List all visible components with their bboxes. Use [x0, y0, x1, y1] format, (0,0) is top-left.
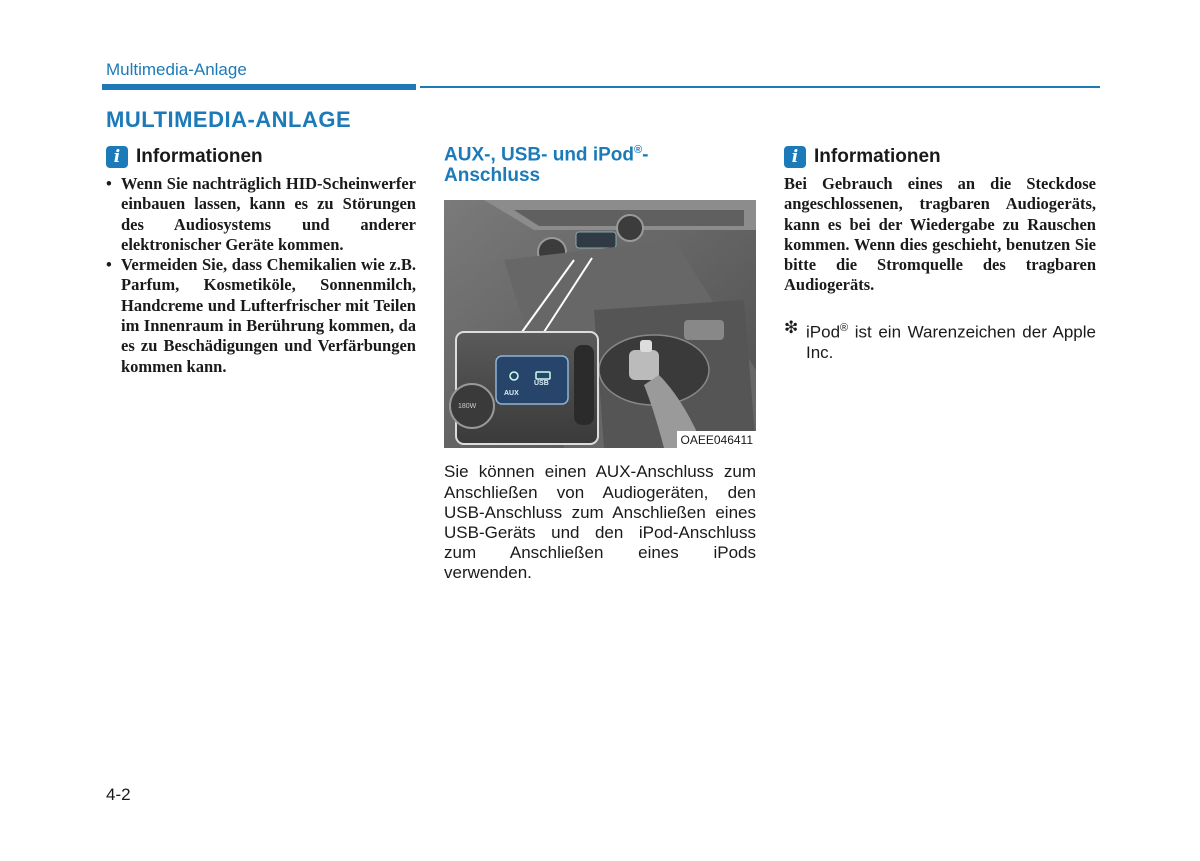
section-title-part1: AUX-, USB- und iPod	[444, 144, 634, 166]
section-title-line2: Anschluss	[444, 165, 541, 187]
header-rule-thin	[420, 86, 1100, 88]
aux-usb-section	[444, 140, 756, 584]
info-bullet: • Wenn Sie nachträglich HID-Scheinwerfer einbauen lassen, kann es zu Störungen des Audiosystems und anderer elektronischer Geräte kommen.	[106, 174, 416, 255]
info-title: Informationen	[814, 146, 941, 167]
info-icon: i	[784, 146, 806, 168]
info-heading	[106, 144, 416, 170]
info-bullet: • Vermeiden Sie, dass Chemikalien wie z.B. Parfum, Kosmetiköle, Sonnenmilch, Handcreme und Lufterfrischer mit Teilen im Innenraum in Berührung kommen, da es zu Beschädigungen und Verfärbungen kommen kann.	[106, 255, 416, 377]
page-number: 4-2	[106, 785, 131, 804]
info-icon: i	[106, 146, 128, 168]
trademark-brand: iPod	[806, 322, 841, 342]
info-title: Informationen	[136, 146, 263, 167]
usb-port-label: USB	[534, 380, 549, 388]
registered-mark: ®	[633, 144, 643, 156]
trademark-rest: ist ein Warenzeichen der Apple Inc.	[806, 322, 1096, 362]
figure-code: OAEE046411	[677, 431, 757, 448]
info-bullet-list	[106, 174, 416, 377]
aux-port-label: AUX	[504, 390, 519, 398]
info-body: Bei Gebrauch eines an die Steckdose angeschlossenen, tragbaren Audiogeräts, kann es bei der Wiedergabe zu Rauschen kommen. Wenn dies geschieht, benutzen Sie bitte die Stromquelle des tragbaren Audiogeräts.	[784, 174, 1096, 295]
running-header: Multimedia-Anlage	[106, 60, 247, 79]
section-title	[444, 140, 756, 186]
right-info-box	[784, 144, 1096, 363]
console-figure	[444, 200, 756, 448]
left-info-box	[106, 144, 416, 377]
section-title-part2: -	[642, 144, 649, 166]
section-body: Sie können einen AUX-Anschluss zum Anschließen von Audiogeräten, den USB-Anschluss zum Anschließen eines USB-Geräts und den iPod-Anschluss zum Anschließen eines iPods verwenden.	[444, 462, 756, 583]
console-illustration	[444, 200, 756, 448]
note-symbol-icon: ❇	[784, 317, 799, 337]
registered-mark: ®	[840, 321, 849, 334]
trademark-note	[784, 318, 1096, 364]
trademark-text	[806, 318, 1096, 364]
header-rule-thick	[102, 84, 416, 90]
info-heading	[784, 144, 1096, 170]
outlet-label: 180W	[458, 403, 477, 411]
page-title: MULTIMEDIA-ANLAGE	[106, 107, 352, 132]
